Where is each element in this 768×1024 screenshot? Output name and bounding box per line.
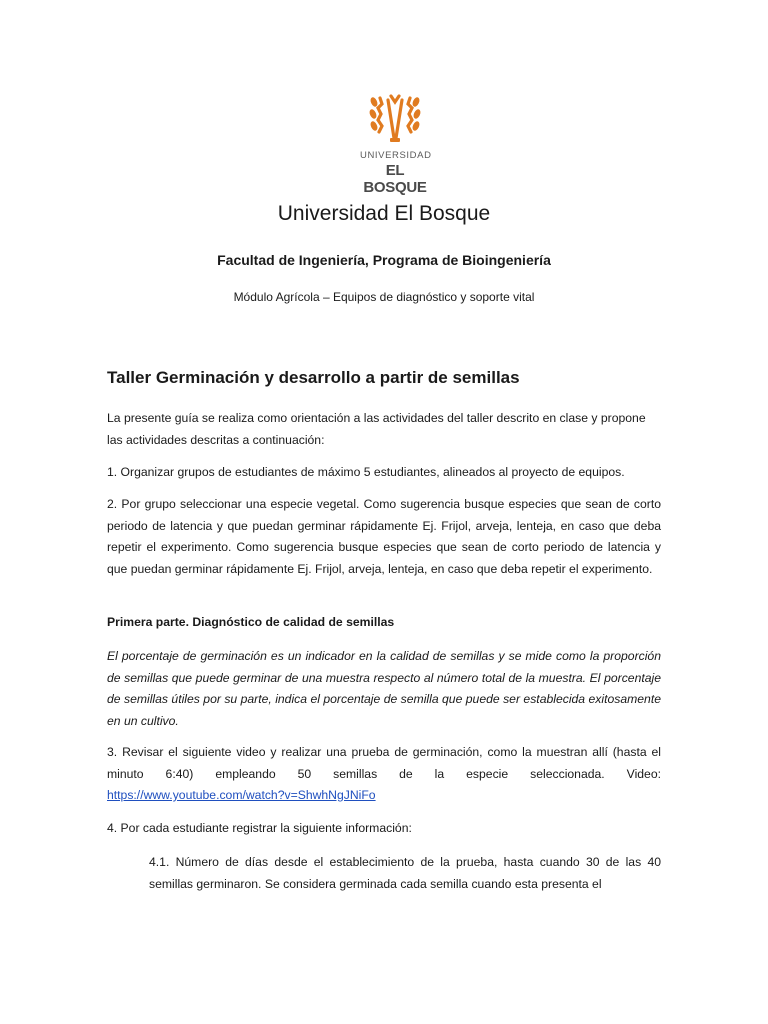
university-title: Universidad El Bosque: [277, 202, 491, 225]
list-item-1: 1. Organizar grupos de estudiantes de máximo 5 estudiantes, alineados al proyecto de equipos.: [107, 465, 625, 479]
list-item-4-1: 4.1. Número de días desde el establecimiento de la prueba, hasta cuando 30 de las 40 semillas germinaron. Se considera germinada cada semilla cuando esta presenta el: [149, 855, 661, 891]
part1-heading: Primera parte. Diagnóstico de calidad de semillas: [107, 615, 395, 629]
intro-paragraph: La presente guía se realiza como orientación a las actividades del taller descrito en clase y propone las actividades descritas a continuación:: [107, 411, 646, 447]
faculty-title: Facultad de Ingeniería, Programa de Bioingeniería: [217, 252, 551, 268]
video-link[interactable]: https://www.youtube.com/watch?v=ShwhNgJNiFo: [107, 788, 376, 802]
list-item-4: 4. Por cada estudiante registrar la siguiente información:: [107, 821, 412, 835]
wheat-emblem-icon: [360, 92, 430, 148]
list-item-3: [107, 742, 661, 807]
logo-bosque-text: EL BOSQUE: [363, 162, 427, 196]
logo-univ-text: UNIVERSIDAD: [360, 150, 432, 161]
module-subtitle: Módulo Agrícola – Equipos de diagnóstico y soporte vital: [233, 290, 535, 304]
list-item-2: 2. Por grupo seleccionar una especie vegetal. Como sugerencia busque especies que sean de corto periodo de latencia y que puedan germinar rápidamente Ej. Frijol, arveja, lenteja, en caso que deba repetir el experimento. Como sugerencia busque especies que sean de corto periodo de latencia y que puedan germinar rápidamente Ej. Frijol, arveja, lenteja, en caso que deba repetir el experimento.: [107, 497, 661, 576]
list-item-3-text: 3. Revisar el siguiente video y realizar una prueba de germinación, como la muestran allí (hasta el minuto 6:40) empleando 50 semillas de la especie seleccionada. Video:: [107, 745, 661, 781]
germination-definition: El porcentaje de germinación es un indicador en la calidad de semillas y se mide como la proporción de semillas que puede germinar de una muestra respecto al número total de la muestra. El porcentaje de semillas útiles por su parte, indica el porcentaje de semilla que puede ser establecida exitosamente en un cultivo.: [107, 649, 661, 728]
section-title: Taller Germinación y desarrollo a partir de semillas: [107, 368, 520, 387]
university-logo: [360, 92, 432, 196]
